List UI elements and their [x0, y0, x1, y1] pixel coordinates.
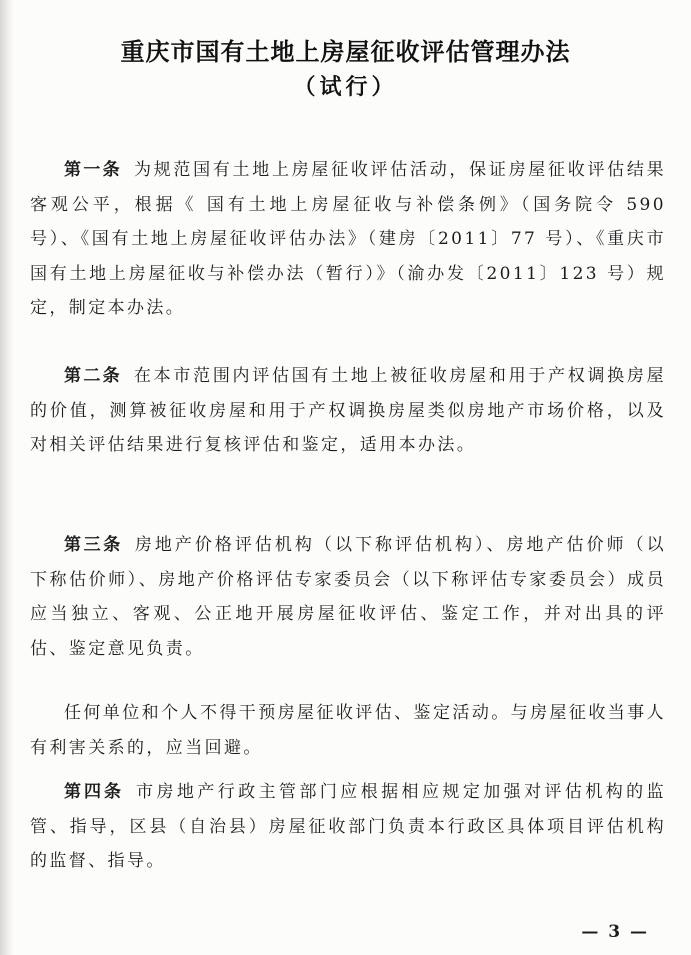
- article-3-heading: 第三条: [64, 535, 123, 555]
- article-2-paragraph: [30, 359, 666, 463]
- page-edge-shadow: [0, 0, 14, 955]
- article-4-text: 市房地产行政主管部门应根据相应规定加强对评估机构的监管、指导，区县（自治县）房屋征收部门负责本行政区具体项目评估机构的监督、指导。: [30, 782, 667, 871]
- document-title: 重庆市国有土地上房屋征收评估管理办法: [120, 37, 571, 66]
- article-3-text: 房地产价格评估机构（以下称评估机构）、房地产估价师（以下称估价师）、房地产价格评估专家委员会（以下称评估专家委员会）成员应当独立、客观、公正地开展房屋征收评估、鉴定工作，并对出具的评估、鉴定意见负责。: [30, 535, 667, 659]
- article-3-continuation-text: 任何单位和个人不得干预房屋征收评估、鉴定活动。与房屋征收当事人有利害关系的，应当回避。: [30, 703, 666, 758]
- article-2-heading: 第二条: [64, 366, 122, 386]
- article-3-continuation-paragraph: [30, 696, 666, 765]
- article-4-paragraph: [30, 775, 666, 879]
- article-2-text: 在本市范围内评估国有土地上被征收房屋和用于产权调换房屋的价值，测算被征收房屋和用于产权调换房屋类似房地产市场价格，以及对相关评估结果进行复核评估和鉴定，适用本办法。: [30, 366, 666, 455]
- article-1-text: 为规范国有土地上房屋征收评估活动，保证房屋征收评估结果客观公平，根据《 国有土地上房屋征收与补偿条例》（国务院令 590 号）、《国有土地上房屋征收评估办法》（建房〔2011〕77 号）、《重庆市国有土地上房屋征收与补偿办法（暂行）》（渝办发〔2011〕123 号）规定，制定本办法。: [30, 160, 666, 318]
- article-1-paragraph: [30, 153, 666, 326]
- document-subtitle: （试行）: [293, 74, 398, 100]
- article-4-heading: 第四条: [64, 782, 125, 802]
- article-1-heading: 第一条: [64, 160, 122, 180]
- page-number: — 3 —: [581, 922, 649, 942]
- article-3-paragraph: [30, 528, 666, 666]
